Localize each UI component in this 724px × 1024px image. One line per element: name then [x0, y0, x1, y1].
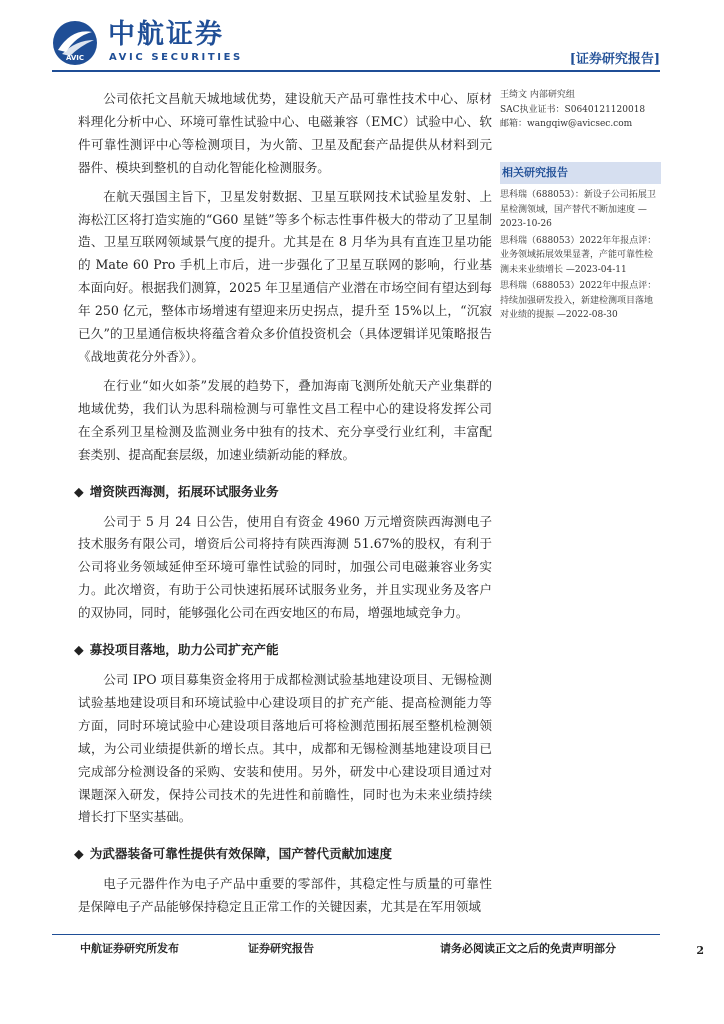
- paragraph: 电子元器件作为电子产品中重要的零部件，其稳定性与质量的可靠性是保障电子产品能够保持稳定且正常工作的关键因素，尤其是在军用领域: [78, 876, 492, 915]
- analyst-email: 邮箱：wangqiw@avicsec.com: [500, 119, 633, 129]
- section-heading: [74, 843, 492, 865]
- footer-disclaimer: 请务必阅读正文之后的免责声明部分: [440, 942, 616, 955]
- related-report-item[interactable]: 思科瑞（688053）2022年中报点评：持续加强研发投入，新建检测项目落地对业绩的提振 —2022-08-30: [500, 281, 657, 320]
- section-heading-text: 为武器装备可靠性提供有效保障，国产替代贡献加速度: [89, 846, 392, 862]
- section-heading: [74, 639, 492, 661]
- related-report-item[interactable]: 思科瑞（688053）2022年年报点评：业务领域拓展效果显著，产能可靠性检测未来业绩增长 —2023-04-11: [500, 235, 657, 275]
- paragraph: 在航天强国主旨下，卫星发射数据、卫星互联网技术试验星发射、上海松江区将打造实施的“G60 星链”等多个标志性事件极大的带动了卫星制造、卫星互联网领域景气度的提升。尤其是在 8 月华为具有直连卫星功能的 Mate 60 Pro 手机上市后，进一步强化了卫星互联网的影响，行业基本面向好。根据我们测算，2025 年卫星通信产业潜在市场空间有望达到每年 250 亿元，整体市场增速有望迎来历史拐点，提升至 15%以上，“沉寂已久”的卫星通信板块将蕴含着众多价值投资机会（具体逻辑详见策略报告《战地黄花分外香》）。: [78, 188, 492, 364]
- sidebar: [500, 88, 661, 325]
- diamond-bullet-icon: ◆: [74, 483, 84, 499]
- avic-logo-icon: [52, 20, 98, 66]
- svg-text:AVIC: AVIC: [65, 54, 85, 62]
- related-reports-title: 相关研究报告: [500, 162, 661, 185]
- related-reports-list: [500, 188, 661, 323]
- paragraph: 公司依托文昌航天城地域优势，建设航天产品可靠性技术中心、原材料理化分析中心、环境可靠性试验中心、电磁兼容（EMC）试验中心、软件可靠性测评中心等检测项目，为火箭、卫星及配套产品提供从材料到元器件、模块到整机的自动化智能化检测服务。: [78, 91, 492, 175]
- analyst-name: 王绮文 内部研究组: [500, 90, 575, 100]
- paragraph: 在行业“如火如荼”发展的趋势下，叠加海南飞测所处航天产业集群的地域优势，我们认为思科瑞检测与可靠性文昌工程中心的建设将发挥公司在全系列卫星检测及监测业务中独有的技术、充分享受行业红利，丰富配套类别、提高配套层级，加速业绩新动能的释放。: [78, 377, 492, 462]
- paragraph: 公司于 5 月 24 日公告，使用自有资金 4960 万元增资陕西海测电子技术服务有限公司，增资后公司将持有陕西海测 51.67%的股权，有利于公司将业务领域延伸至环境可靠性试验的同时，加强公司电磁兼容业务实力。此次增资，有助于公司快速拓展环试服务业务，并且实现业务及客户的双协同，同时，能够强化公司在西安地区的布局，增强地域竞争力。: [78, 513, 492, 621]
- diamond-bullet-icon: ◆: [74, 846, 84, 862]
- logo-chinese-name: 中航证券: [108, 19, 224, 50]
- paragraph: 公司 IPO 项目募集资金将用于成都检测试验基地建设项目、无锡检测试验基地建设项目和环境试验中心建设项目的扩充产能、提高检测能力等方面，同时环境试验中心建设项目落地后可将检测范围拓展至整机检测领域，为公司业绩提供新的增长点。其中，成都和无锡检测基地建设项目已完成部分检测设备的采购、安装和使用。另外，研发中心建设项目通过对课题深入研发，保持公司技术的先进性和前瞻性，同时也为未来业绩持续增长打下坚实基础。: [78, 672, 492, 825]
- page-number: 2: [696, 944, 704, 957]
- section-heading-text: 增资陕西海测，拓展环试服务业务: [89, 483, 279, 499]
- section-heading-text: 募投项目落地，助力公司扩充产能: [89, 642, 279, 658]
- main-content: [74, 88, 492, 925]
- footer-publisher: 中航证券研究所发布: [80, 942, 179, 955]
- related-report-item[interactable]: 思科瑞（688053）：新设子公司拓展卫星检测领域，国产替代不断加速度 —2023-10-26: [500, 190, 656, 229]
- report-type-tag: [证券研究报告]: [569, 52, 660, 67]
- logo-english-name: AVIC SECURITIES: [109, 52, 243, 63]
- footer-divider: [52, 934, 660, 935]
- header-divider: [52, 70, 660, 72]
- footer-report-type: 证券研究报告: [248, 942, 314, 955]
- section-heading: [74, 481, 492, 503]
- analyst-license: SAC执业证书：S0640121120018: [500, 104, 646, 115]
- company-logo: [52, 18, 262, 68]
- diamond-bullet-icon: ◆: [74, 642, 84, 658]
